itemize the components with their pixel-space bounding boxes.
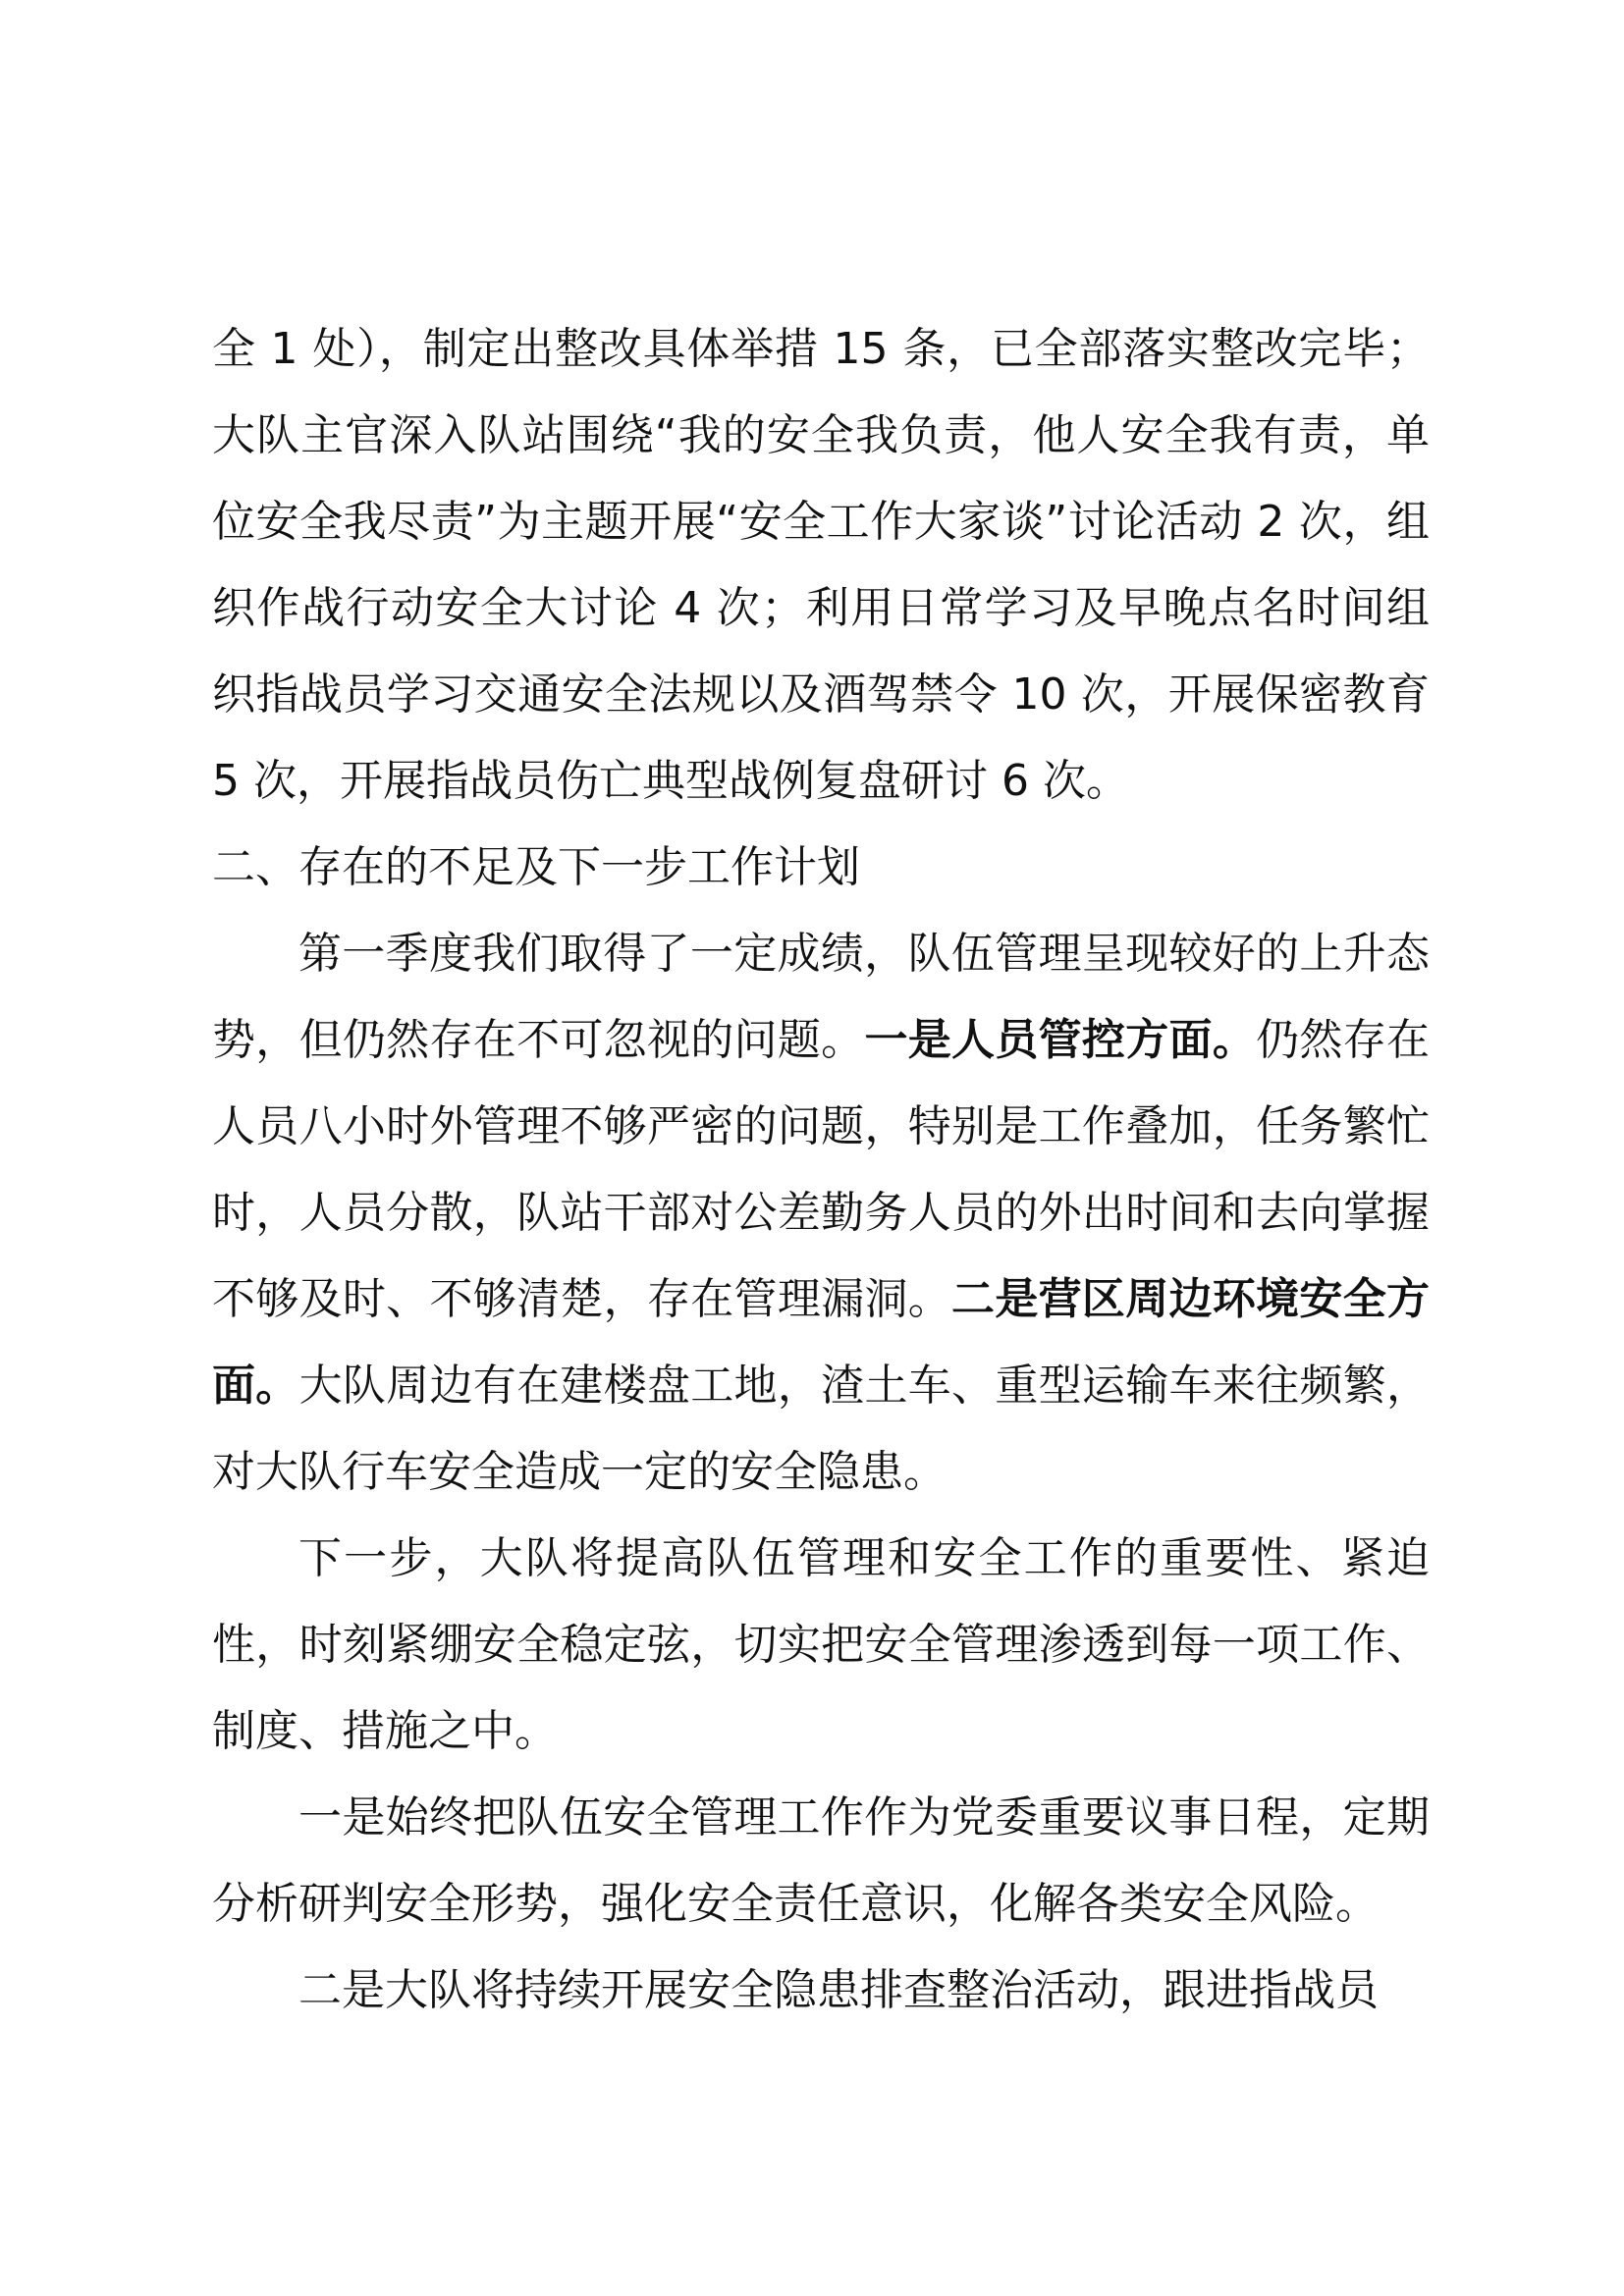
- paragraph-1: 全 1 处），制定出整改具体举措 15 条，已全部落实整改完毕；大队主官深入队站围绕“我的安全我负责，他人安全我有责，单位安全我尽责”为主题开展“安全工作大家谈”讨论活动 2 次，组织作战行动安全大讨论 4 次；利用日常学习及早晚点名时间组织指战员学习交通安全法规以及酒驾禁令 10 次，开展保密教育 5 次，开展指战员伤亡典型战例复盘研讨 6 次。: [212, 324, 1430, 806]
- paragraph-2-intro: 第一季度我们取得了一定成绩，队伍管理呈现较好的上升态势，但仍然存在不可忽视的问题。: [212, 929, 1430, 1065]
- point-1-text: 仍然存在人员八小时外管理不够严密的问题，特别是工作叠加，任务繁忙时，人员分散，队站干部对公差勤务人员的外出时间和去向掌握不够及时、不够清楚，存在管理漏洞。: [212, 1015, 1431, 1324]
- paragraph-5: 二是大队将持续开展安全隐患排查整治活动，跟进指战员: [298, 1965, 1379, 2015]
- section-heading-2: 二、存在的不足及下一步工作计划: [212, 842, 860, 892]
- point-1-title: 一是人员管控方面。: [864, 1015, 1257, 1065]
- paragraph-3: 下一步，大队将提高队伍管理和安全工作的重要性、紧迫性，时刻紧绷安全稳定弦，切实把安全管理渗透到每一项工作、制度、措施之中。: [212, 1533, 1430, 1756]
- paragraph-4: 一是始终把队伍安全管理工作作为党委重要议事日程，定期分析研判安全形势，强化安全责任意识，化解各类安全风险。: [212, 1792, 1430, 1929]
- point-2-text: 大队周边有在建楼盘工地，渣土车、重型运输车来往频繁，对大队行车安全造成一定的安全隐患。: [212, 1361, 1430, 1497]
- document-body: [212, 306, 1430, 2034]
- paragraph-2: [212, 911, 1430, 1516]
- point-2-title: 二是营区周边环境安全方面。: [212, 1274, 1431, 1411]
